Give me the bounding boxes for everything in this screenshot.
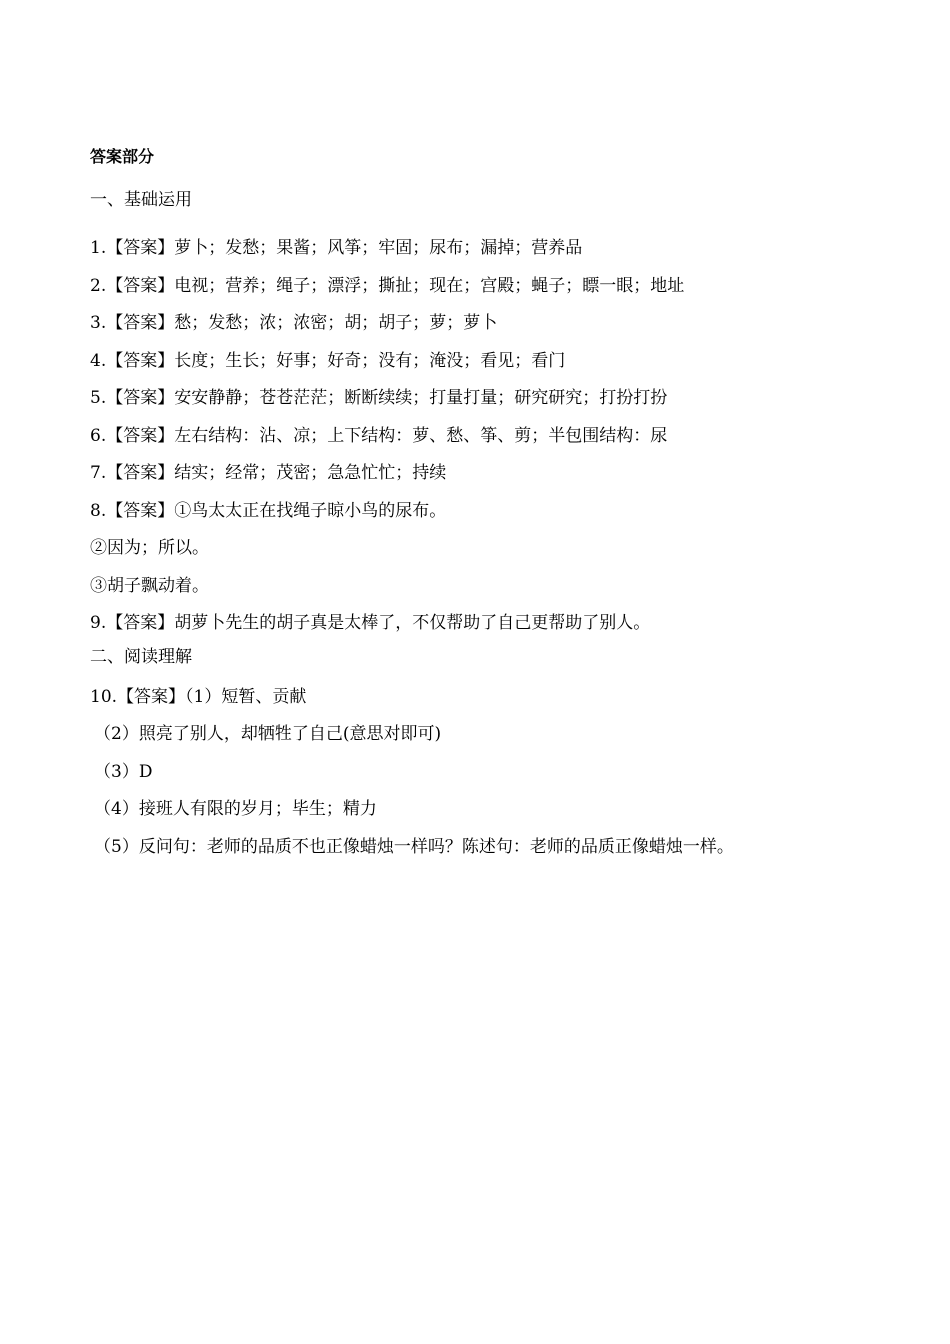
- answer-subline: （2）照亮了别人，却牺牲了自己(意思对即可): [94, 724, 442, 744]
- answer-line: ②因为；所以。: [90, 538, 209, 558]
- answer-list-basic: [90, 230, 890, 643]
- answer-line: 1.【答案】萝卜；发愁；果酱；风筝；牢固；尿布；漏掉；营养品: [90, 238, 583, 258]
- answer-line: ③胡子飘动着。: [90, 575, 209, 596]
- answer-line: 5.【答案】安安静静；苍苍茫茫；断断续续；打量打量；研究研究；打扮打扮: [90, 388, 668, 408]
- answer-line: 4.【答案】长度；生长；好事；好奇；没有；淹没；看见；看门: [90, 350, 566, 371]
- answer-subline: （5）反问句：老师的品质不也正像蜡烛一样吗？陈述句：老师的品质正像蜡烛一样。: [94, 836, 734, 857]
- answer-line: 7.【答案】结实；经常；茂密；急急忙忙；持续: [90, 463, 447, 483]
- answer-subline: （3）D: [94, 761, 153, 782]
- answer-subline: （4）接班人有限的岁月；毕生；精力: [94, 799, 377, 819]
- answer-line: 10.【答案】（1）短暂、贡献: [90, 686, 307, 707]
- answer-line: 8.【答案】①鸟太太正在找绳子晾小鸟的尿布。: [90, 500, 447, 521]
- answer-list-reading: [90, 679, 890, 867]
- answer-line: 6.【答案】左右结构：沾、凉；上下结构：萝、愁、筝、剪；半包围结构：尿: [90, 425, 668, 446]
- answer-line: 3.【答案】愁；发愁；浓；浓密；胡；胡子；萝；萝卜: [90, 313, 498, 333]
- section-heading-basic: 一、基础运用: [90, 190, 192, 210]
- answer-line: 2.【答案】电视；营养；绳子；漂浮；撕扯；现在；宫殿；蝇子；瞟一眼；地址: [90, 275, 685, 296]
- section-heading-reading: 二、阅读理解: [90, 646, 192, 667]
- answer-document: [90, 140, 890, 866]
- answer-line: 9.【答案】胡萝卜先生的胡子真是太棒了，不仅帮助了自己更帮助了别人。: [90, 613, 651, 633]
- page-title: 答案部分: [90, 147, 155, 166]
